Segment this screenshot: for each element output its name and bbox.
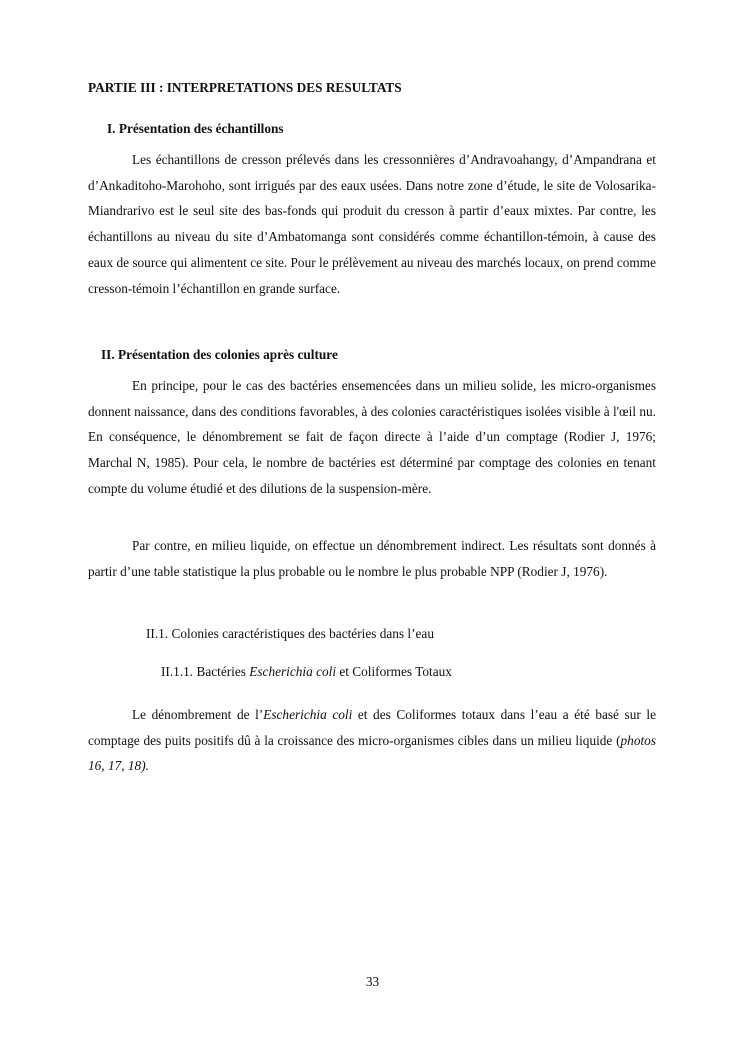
page-number: 33 (365, 974, 380, 989)
section-1-title: I. Présentation des échantillons (107, 121, 284, 136)
section-2-paragraph-2 (88, 533, 656, 584)
subsection-paragraph-part1: Le dénombrement de l’ (132, 707, 264, 722)
subsubsection-italic: Escherichia coli (249, 664, 337, 679)
section-2-paragraph-1 (88, 373, 656, 502)
subsubsection-number: II.1.1. Bactéries (161, 664, 250, 679)
part-title: PARTIE III : INTERPRETATIONS DES RESULTATS (88, 80, 402, 95)
subsection-paragraph (88, 702, 656, 779)
subsection-paragraph-part2: et des Coliformes totaux dans l’eau a été basé sur le comptage des puits positifs dû à la croissance des micro-organismes cibles dans un milieu liquide ( (88, 707, 656, 748)
section-1-paragraph (88, 147, 656, 301)
subsection-paragraph-italic2: photos 16, 17, 18). (88, 732, 656, 774)
subsubsection-rest: et Coliformes Totaux (336, 664, 452, 679)
section-2-paragraph-1-text: En principe, pour le cas des bactéries ensemencées dans un milieu solide, les micro-organismes donnent naissance, dans des conditions favorables, à des colonies caractéristiques isolées visible à l'œil nu. En conséquence, le dénombrement se fait de façon directe à l’aide d’un comptage (Rodier J, 1976; Marchal N, 1985). Pour cela, le nombre de bactéries est déterminé par comptage des colonies en tenant compte du volume étudié et des dilutions de la suspension-mère. (88, 378, 656, 496)
section-2-paragraph-2-text: Par contre, en milieu liquide, on effectue un dénombrement indirect. Les résultats sont donnés à partir d’une table statistique la plus probable ou le nombre le plus probable NPP (Rodier J, 1976). (88, 538, 656, 579)
subsection-title: II.1. Colonies caractéristiques des bactéries dans l’eau (146, 626, 434, 641)
subsection-paragraph-italic1: Escherichia coli (263, 707, 353, 722)
subsubsection-title (161, 664, 452, 680)
section-2-title: II. Présentation des colonies après culture (101, 347, 338, 362)
section-1-paragraph-text: Les échantillons de cresson prélevés dans les cressonnières d’Andravoahangy, d’Ampandrana et d’Ankaditoho-Marohoho, sont irrigués par des eaux usées. Dans notre zone d’étude, le site de Volosarika-Miandrarivo est le seul site des bas-fonds qui produit du cresson à partir d’eaux mixtes. Par contre, les échantillons au niveau du site d’Ambatomanga sont considérés comme échantillon-témoin, à cause des eaux de source qui alimentent ce site. Pour le prélèvement au niveau des marchés locaux, on prend comme cresson-témoin l’échantillon en grande surface. (88, 152, 656, 296)
